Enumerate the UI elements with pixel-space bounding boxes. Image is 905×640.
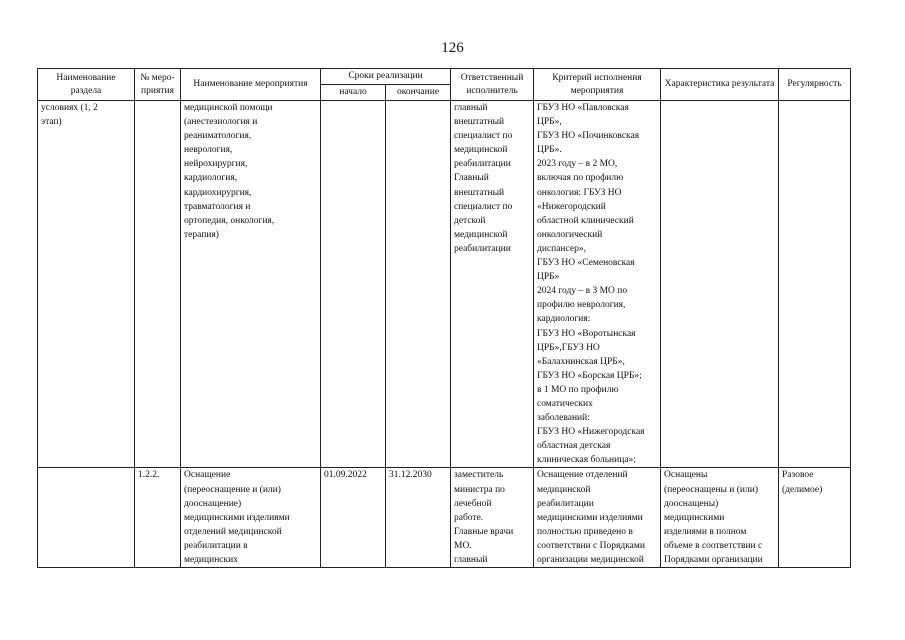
cell-number <box>135 101 181 468</box>
cell-end-date: 31.12.2030 <box>386 468 451 568</box>
cell-regularity <box>779 101 851 468</box>
page-number: 126 <box>441 40 464 56</box>
cell-executor: заместитель министра по лечебной работе. Главные врачи МО. главный <box>451 468 534 568</box>
cell-result <box>661 101 779 468</box>
header-start: начало <box>321 85 386 101</box>
header-measure-number: № меро-приятия <box>135 69 181 101</box>
cell-end-date <box>386 101 451 468</box>
cell-result: Оснащены (переоснащены и (или) дооснащены) медицинскими изделиями в полном объеме в соответствии с Порядками организации <box>661 468 779 568</box>
cell-executor: главный внештатный специалист по медицинской реабилитации Главный внештатный специалист по детской медицинской реабилитации <box>451 101 534 468</box>
cell-measure-name: Оснащение (переоснащение и (или) дооснащение) медицинскими изделиями отделений медицинской реабилитации в медицинских <box>181 468 321 568</box>
cell-section: условиях (1, 2 этап) <box>38 101 135 468</box>
cell-start-date: 01.09.2022 <box>321 468 386 568</box>
table-row <box>38 468 851 568</box>
cell-criterion: ГБУЗ НО «Павловская ЦРБ», ГБУЗ НО «Починковская ЦРБ». 2023 году – в 2 МО, включая по профилю онкология: ГБУЗ НО «Нижегородский областной клинический онкологический диспансер», ГБУЗ НО «Семеновская ЦРБ» 2024 году – в 3 МО по профилю неврология, кардиология: ГБУЗ НО «Воротынская ЦРБ»,ГБУЗ НО «Балахнинская ЦРБ», ГБУЗ НО «Борская ЦРБ»; в 1 МО по профилю соматических заболеваний: ГБУЗ НО «Нижегородская областная детская клиническая больница»; <box>534 101 661 468</box>
measures-table <box>37 68 851 568</box>
header-executor: Ответственный исполнитель <box>451 69 534 101</box>
cell-start-date <box>321 101 386 468</box>
table-row <box>38 101 851 468</box>
cell-number: 1.2.2. <box>135 468 181 568</box>
cell-section <box>38 468 135 568</box>
cell-measure-name: медицинской помощи (анестезиология и реаниматология, неврология, нейрохирургия, кардиология, кардиохирургия, травматология и ортопедия, онкология, терапия) <box>181 101 321 468</box>
header-timeframe: Сроки реализации <box>321 69 451 85</box>
header-result: Характеристика результата <box>661 69 779 101</box>
cell-regularity: Разовое (делимое) <box>779 468 851 568</box>
header-regularity: Регулярность <box>779 69 851 101</box>
header-end: окончание <box>386 85 451 101</box>
header-section-name: Наименование раздела <box>38 69 135 101</box>
header-criterion: Критерий исполнения мероприятия <box>534 69 661 101</box>
cell-criterion: Оснащение отделений медицинской реабилитации медицинскими изделиями полностью приведено в соответствии с Порядками организации медицинской <box>534 468 661 568</box>
header-measure-name: Наименование мероприятия <box>181 69 321 101</box>
